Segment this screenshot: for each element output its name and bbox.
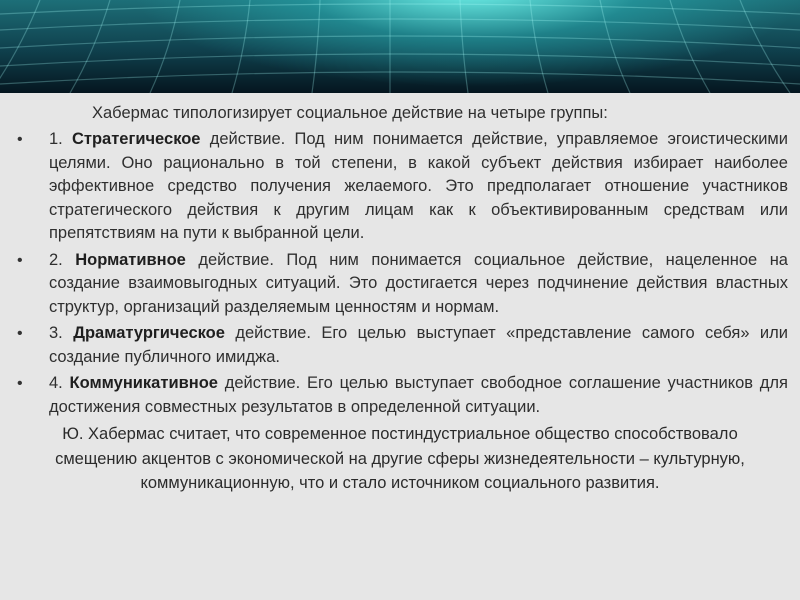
list-item bbox=[0, 249, 800, 320]
intro-text: Хабермас типологизирует социальное действие на четыре группы: bbox=[92, 104, 608, 122]
item-term: Драматургическое bbox=[73, 324, 225, 342]
bullet-icon: • bbox=[17, 251, 23, 269]
list-item bbox=[0, 322, 800, 369]
header-banner-image bbox=[0, 0, 800, 93]
action-types-list bbox=[0, 128, 800, 419]
item-text: действие. Его целью выступает «представление самого себя» или создание публичного имиджа. bbox=[49, 324, 788, 366]
item-text: действие. Под ним понимается социальное действие, нацеленное на создание взаимовыгодных ситуаций. Это достигается через подчинение действия властных структур, организаций разделяемым ценностям и нормам. bbox=[49, 250, 788, 316]
item-text: действие. Его целью выступает свободное соглашение участников для достижения совместных результатов в определенной ситуации. bbox=[49, 374, 788, 416]
bullet-icon: • bbox=[17, 375, 23, 392]
item-number: 1. bbox=[49, 130, 72, 148]
item-term: Нормативное bbox=[75, 250, 186, 269]
bullet-icon: • bbox=[17, 325, 23, 342]
conclusion-text: Ю. Хабермас считает, что современное постиндустриальное общество способствовало смещению акцентов с экономической на другие сферы жизнедеятельности – культурную, коммуникационную, что и стало источником социального развития. bbox=[55, 425, 745, 492]
item-text: действие. Под ним понимается действие, управляемое эгоистическими целями. Оно рационально в той степени, в какой субъект действия избирает наиболее эффективное средство получения желаемого. Это предполагает отношение участников стратегического действия к другим лицам как к объективированным средствам или препятствиям на пути к выбранной цели. bbox=[49, 130, 788, 242]
grid-pattern-graphic bbox=[0, 0, 800, 93]
item-term: Стратегическое bbox=[71, 130, 201, 148]
list-item bbox=[0, 372, 800, 419]
item-term: Коммуникативное bbox=[69, 374, 218, 392]
item-number: 4. bbox=[49, 374, 70, 392]
item-number: 2. bbox=[49, 250, 76, 269]
list-item bbox=[0, 128, 800, 246]
slide-content bbox=[0, 100, 800, 496]
bullet-icon: • bbox=[17, 131, 23, 148]
item-number: 3. bbox=[49, 324, 74, 342]
